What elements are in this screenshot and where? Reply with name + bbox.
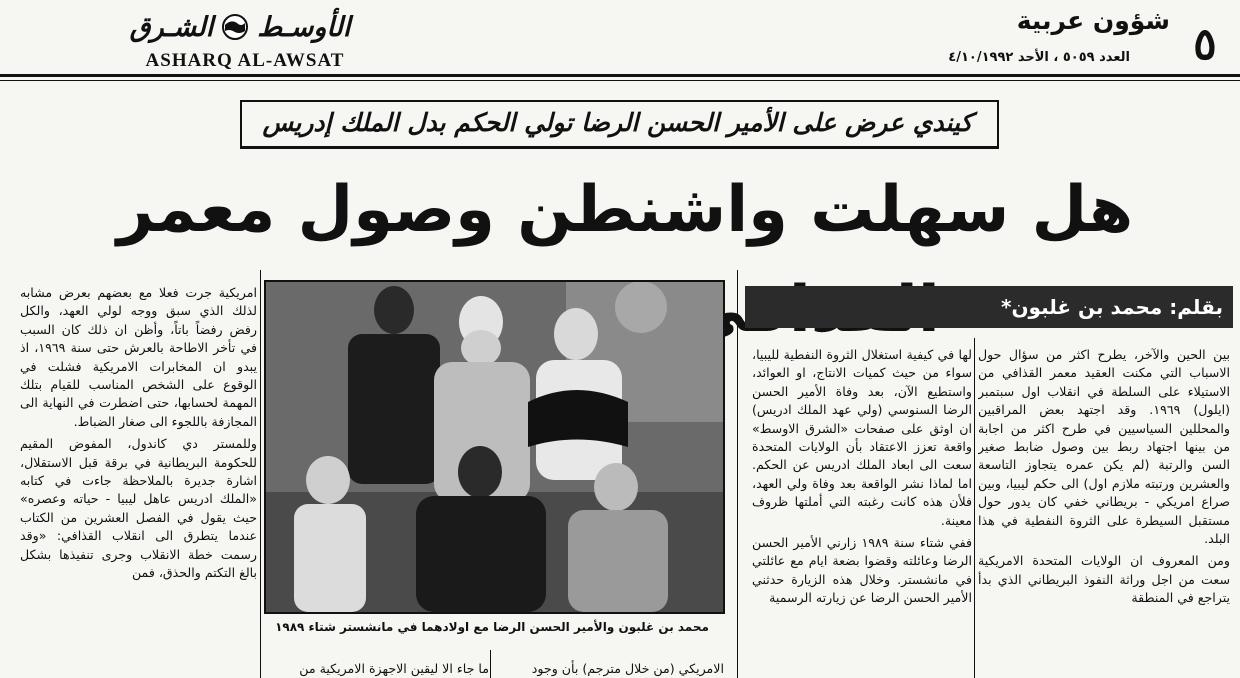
page-number: ٥ bbox=[1193, 19, 1217, 70]
column-rule bbox=[737, 270, 738, 678]
main-headline: هل سهلت واشنطن وصول معمر bbox=[116, 173, 1134, 247]
masthead-rule bbox=[0, 74, 1240, 77]
article-column-1 bbox=[978, 346, 1230, 678]
logo-arabic-part: الشـرق bbox=[129, 11, 214, 43]
article-column-4 bbox=[264, 660, 489, 678]
paragraph: لها في كيفية استغلال الثروة النفطية لليبيا، سواء من حيث كميات الانتاج، او العوائد، واستطيع الآن، بعد وفاة الأمير الحسن الرضا السنوسي (ولي عهد الملك ادريس) ان اوثق على صفحات «الشرق الاوسط» واقعة تعزز الاعتقاد بأن الولايات المتحدة سعت الى ابعاد الملك ادريس عن الحكم. اما لماذا نشر الواقعة بعد وفاة ولي العهد، فلأن هذه كانت رغبته التي أملتها ظروف معينة. bbox=[752, 347, 972, 528]
section-title: شؤون عربية bbox=[1016, 6, 1170, 35]
column-rule bbox=[974, 338, 975, 678]
newspaper-logo bbox=[110, 8, 370, 46]
globe-icon bbox=[221, 13, 249, 41]
article-column-2 bbox=[752, 346, 972, 678]
article-column-3 bbox=[20, 284, 257, 678]
column-rule bbox=[260, 270, 261, 678]
paragraph: امريكية جرت فعلا مع بعضهم بعرض مشابه لذلك الذي سبق ووجه لولي العهد، والكل رفض رفضاً باتاً، وأظن ان ذلك كان السبب في تأخر الاطاحة بالعرش حتى سنة ١٩٦٩، اذ يبدو ان المخابرات الامريكية فشلت في الوقوع على الشخص المناسب للقيام بتلك المهمة لحسابها، حتى اضطرت في النهاية الى المجازفة باللجوء الى صغار الضباط. bbox=[20, 285, 257, 429]
paragraph: ففي شتاء سنة ١٩٨٩ زارني الأمير الحسن الرضا وعائلته وقضوا بضعة ايام مع عائلتي في مانشستر. وخلال هذه الزيارة حدثني الأمير الحسن الرضا عن زيارته الرسمية bbox=[752, 535, 972, 606]
paragraph: ما جاء الا ليقين الاجهزة الامريكية من bbox=[299, 661, 489, 676]
paragraph: وللمستر دي كاندول، المفوض المقيم للحكومة البريطانية في برقة قبل الاستقلال، اشارة جديرة بالملاحظة جاءت في كتابه «الملك ادريس عاهل ليبيا - حياته وعصره» حيث يقول في الفصل العشرين من الكتاب عندما يتطرق الى انقلاب القذافي: «وقد رسمت خطة الانقلاب وجرى تنفيذها بشكل بالغ التكتم والحذق، فمن bbox=[20, 436, 257, 581]
photo-illustration bbox=[266, 282, 723, 612]
logo-arabic-part: الأوسـط bbox=[257, 11, 351, 43]
column-rule bbox=[490, 650, 491, 678]
logo-latin: ASHARQ AL-AWSAT bbox=[145, 50, 345, 71]
article-column-5 bbox=[494, 660, 724, 678]
photo-caption: محمد بن غلبون والأمير الحسن الرضا مع اولادهما في مانشستر شتاء ١٩٨٩ bbox=[275, 620, 709, 634]
byline: بقلم: محمد بن غلبون* bbox=[1001, 295, 1223, 319]
paragraph: الامريكي (من خلال مترجم) بأن وجود bbox=[531, 661, 724, 676]
masthead-rule-thin bbox=[0, 80, 1240, 81]
paragraph: ومن المعروف ان الولايات المتحدة الامريكية سعت من اجل وراثة النفوذ البريطاني الذي بدأ يتراجع في المنطقة bbox=[978, 553, 1230, 606]
issue-line: العدد ٥٠٥٩ ، الأحد ٤/١٠/١٩٩٢ bbox=[948, 50, 1130, 65]
family-photo bbox=[264, 280, 725, 614]
paragraph: بين الحين والآخر، يطرح اكثر من سؤال حول الاسباب التي مكنت العقيد معمر القذافي من الاستيلاء على السلطة في انقلاب اول سبتمبر (ايلول) ١٩٦٩. وقد اجتهد بعض المراقبين والمحللين السياسيين في طرح اكثر من اجابة من بينها اجتهاد ربط بين وصول ضابط صغير السن والرتبة (لم يكن عمره يتجاوز التاسعة والعشرين ورتبته ملازم اول) الى حكم ليبيا، وبين صراع امريكي - بريطاني خفي كان يدور حول مستقبل السيطرة على الثروة النفطية في هذا البلد. bbox=[978, 347, 1230, 547]
subheadline: كيندي عرض على الأمير الحسن الرضا تولي الحكم بدل الملك إدريس bbox=[262, 108, 973, 137]
